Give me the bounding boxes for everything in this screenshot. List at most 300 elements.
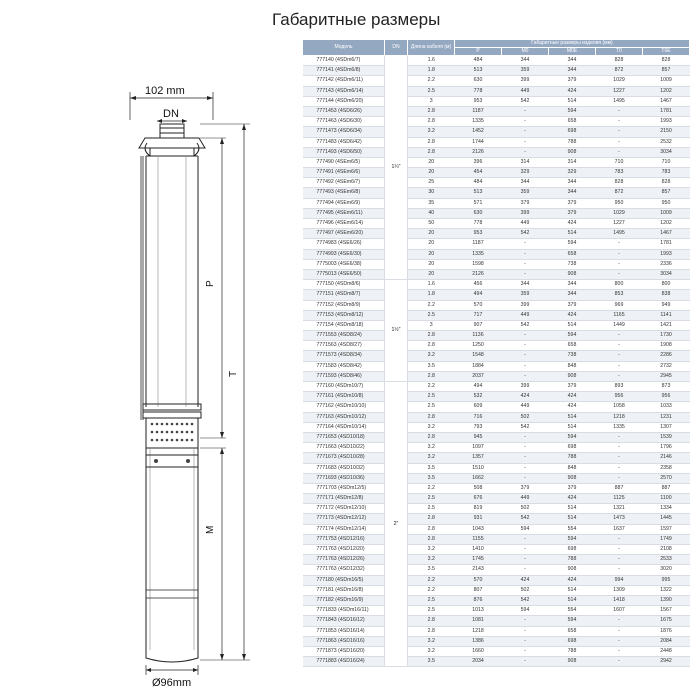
table-row [303,473,690,483]
cell-t0: 1321 [596,504,643,514]
cell-p: 570 [455,300,502,310]
cell-m0: - [502,626,549,636]
cell-model: 7771653 (4SD10/18) [303,432,385,442]
cell-m0e: 658 [549,249,596,259]
table-row [303,259,690,269]
cell-model: 7771843 (4SD16/12) [303,616,385,626]
header-t0e: T0E [643,48,690,56]
cell-m0e: 379 [549,208,596,218]
cell-t0e: 2942 [643,657,690,667]
cell-p: 1250 [455,341,502,351]
header-cable: Длина кабеля (м) [408,40,455,56]
cell-t0e: 1202 [643,86,690,96]
cell-p: 819 [455,504,502,514]
cell-m0e: 424 [549,392,596,402]
cell-m0: - [502,555,549,565]
cell-t0e: 838 [643,290,690,300]
cell-p: 1744 [455,137,502,147]
cell-t0: 1637 [596,524,643,534]
cell-cable: 3.2 [408,646,455,656]
cell-t0e: 1390 [643,595,690,605]
cell-t0: 1495 [596,229,643,239]
cell-m0e: 424 [549,402,596,412]
cell-t0: 950 [596,198,643,208]
cell-t0: 800 [596,280,643,290]
cell-model: 777162 (4SDm10/10) [303,402,385,412]
cell-t0e: 887 [643,483,690,493]
cell-p: 931 [455,514,502,524]
cell-model: 777143 (4SDm6/14) [303,86,385,96]
cell-cable: 1.6 [408,280,455,290]
cell-p: 2143 [455,565,502,575]
cell-t0: - [596,269,643,279]
cell-m0e: 908 [549,657,596,667]
header-dn: DN [385,40,408,56]
cell-model: 777180 (4SDm16/5) [303,575,385,585]
cell-m0: - [502,331,549,341]
cell-t0: - [596,259,643,269]
cell-m0e: 554 [549,606,596,616]
cell-t0e: 1796 [643,443,690,453]
cell-cable: 2.5 [408,86,455,96]
cell-m0e: 848 [549,463,596,473]
cell-p: 1155 [455,534,502,544]
cell-model: 777164 (4SDm10/14) [303,422,385,432]
cell-t0e: 2532 [643,137,690,147]
cell-t0: 1418 [596,595,643,605]
cell-t0: - [596,657,643,667]
cell-cable: 2.5 [408,606,455,616]
cell-m0: 542 [502,96,549,106]
cell-m0: 344 [502,56,549,66]
cell-m0e: 379 [549,300,596,310]
cell-m0e: 514 [549,504,596,514]
table-row [303,188,690,198]
cell-t0e: 2150 [643,127,690,137]
table-row [303,595,690,605]
cell-m0e: 314 [549,157,596,167]
cell-t0: 1218 [596,412,643,422]
cell-cable: 2.5 [408,392,455,402]
cell-t0: 872 [596,188,643,198]
cell-model: 777151 (4SDm8/7) [303,290,385,300]
cell-model: 777493 (4SEm6/8) [303,188,385,198]
cell-model: 7771493 (4SD6/50) [303,147,385,157]
cell-m0: - [502,565,549,575]
cell-m0: - [502,657,549,667]
cell-model: 7771703 (4SDm12/5) [303,483,385,493]
cell-model: 777171 (4SDm12/8) [303,494,385,504]
cell-t0: 887 [596,483,643,493]
table-row [303,432,690,442]
cell-m0e: 908 [549,147,596,157]
cell-t0e: 1231 [643,412,690,422]
cell-m0: 542 [502,595,549,605]
cell-m0e: 424 [549,310,596,320]
cell-cable: 1.8 [408,290,455,300]
pump-outline [130,92,250,675]
cell-p: 494 [455,290,502,300]
table-row [303,534,690,544]
cell-p: 1043 [455,524,502,534]
cell-model: 7774993 (4SE6/30) [303,249,385,259]
cell-p: 2037 [455,371,502,381]
table-row [303,56,690,66]
table-row [303,320,690,330]
cell-m0: 399 [502,208,549,218]
cell-p: 2034 [455,657,502,667]
cell-t0: 956 [596,392,643,402]
cell-m0: 424 [502,575,549,585]
cell-model: 7774983 (4SE6/26) [303,239,385,249]
cell-m0e: 594 [549,106,596,116]
cell-m0e: 848 [549,361,596,371]
cell-t0: 1227 [596,86,643,96]
cell-cable: 3.2 [408,127,455,137]
cell-cable: 25 [408,178,455,188]
cell-m0: - [502,463,549,473]
cell-t0e: 1467 [643,229,690,239]
table-row [303,382,690,392]
cell-t0e: 2084 [643,636,690,646]
header-dims-group: Габаритные размеры изделия (мм) [455,40,690,48]
cell-t0: 893 [596,382,643,392]
cell-m0e: 788 [549,555,596,565]
cell-t0e: 1908 [643,341,690,351]
table-row [303,198,690,208]
table-row [303,392,690,402]
cell-t0e: 1033 [643,402,690,412]
table-row [303,402,690,412]
cell-t0: - [596,106,643,116]
cell-model: 7771473 (4SD6/34) [303,127,385,137]
table-row [303,117,690,127]
cell-m0: 344 [502,280,549,290]
diameter-label: Ø96mm [152,677,192,689]
cell-model: 777172 (4SDm12/10) [303,504,385,514]
table-row [303,494,690,504]
cell-m0: - [502,361,549,371]
cell-model: 777140 (4SDm6/7) [303,56,385,66]
cell-t0e: 828 [643,178,690,188]
table-row [303,351,690,361]
cell-cable: 50 [408,219,455,229]
cell-cable: 20 [408,259,455,269]
cell-t0e: 710 [643,157,690,167]
cell-p: 570 [455,575,502,585]
cell-m0e: 424 [549,86,596,96]
cell-t0: - [596,249,643,259]
table-row [303,565,690,575]
cell-cable: 2.8 [408,147,455,157]
cell-m0e: 594 [549,239,596,249]
cell-model: 777160 (4SDm10/7) [303,382,385,392]
cell-t0e: 1009 [643,76,690,86]
cell-cable: 2.8 [408,616,455,626]
cell-t0e: 1730 [643,331,690,341]
cell-p: 1745 [455,555,502,565]
table-row [303,290,690,300]
table-row [303,147,690,157]
table-row [303,127,690,137]
cell-cable: 2.8 [408,106,455,116]
cell-model: 7771463 (4SD6/30) [303,117,385,127]
cell-model: 7771853 (4SD16/14) [303,626,385,636]
cell-t0: 1495 [596,96,643,106]
cell-dn: 2" [385,382,408,667]
cell-t0e: 2533 [643,555,690,565]
cell-p: 717 [455,310,502,320]
cell-model: 7771873 (4SD16/20) [303,646,385,656]
cell-cable: 2.8 [408,432,455,442]
cell-m0: 542 [502,320,549,330]
cell-t0e: 2570 [643,473,690,483]
cell-m0e: 424 [549,494,596,504]
cell-cable: 2.8 [408,371,455,381]
cell-m0: - [502,351,549,361]
cell-cable: 2.8 [408,514,455,524]
cell-model: 7771453 (4SD6/26) [303,106,385,116]
cell-model: 7771693 (4SD10/36) [303,473,385,483]
table-row [303,524,690,534]
cell-model: 7771883 (4SD16/24) [303,657,385,667]
cell-m0: - [502,269,549,279]
cell-m0e: 344 [549,188,596,198]
cell-t0: 1029 [596,208,643,218]
cell-t0e: 995 [643,575,690,585]
cell-model: 777181 (4SDm16/8) [303,585,385,595]
cell-model: 7775003 (4SE6/38) [303,259,385,269]
cell-t0e: 3034 [643,147,690,157]
table-row [303,371,690,381]
cell-t0: - [596,371,643,381]
cell-m0: - [502,249,549,259]
cell-m0e: 344 [549,178,596,188]
m-dimension-label: M [205,525,216,534]
cell-m0: 542 [502,229,549,239]
cell-t0: - [596,351,643,361]
cell-t0e: 1445 [643,514,690,524]
cell-p: 716 [455,412,502,422]
cell-cable: 3.5 [408,657,455,667]
cell-model: 7771593 (4SD8/46) [303,371,385,381]
table-row [303,76,690,86]
cell-t0: - [596,341,643,351]
cell-cable: 2.8 [408,626,455,636]
cell-cable: 2.5 [408,595,455,605]
cell-cable: 3.2 [408,422,455,432]
cell-t0e: 2448 [643,646,690,656]
cell-m0e: 594 [549,534,596,544]
cell-cable: 3.2 [408,443,455,453]
cell-m0e: 344 [549,66,596,76]
cell-p: 1386 [455,636,502,646]
cell-t0: 1335 [596,422,643,432]
cell-t0: - [596,127,643,137]
cell-t0: - [596,473,643,483]
cell-m0: 424 [502,392,549,402]
cell-m0e: 658 [549,626,596,636]
cell-p: 1136 [455,331,502,341]
cell-p: 1335 [455,249,502,259]
cell-t0e: 1421 [643,320,690,330]
cell-cable: 1.6 [408,56,455,66]
header-m0e: M0E [549,48,596,56]
cell-model: 7771573 (4SD8/34) [303,351,385,361]
cell-m0: 359 [502,290,549,300]
cell-t0e: 950 [643,198,690,208]
cell-p: 807 [455,585,502,595]
cell-m0e: 424 [549,575,596,585]
cell-t0: - [596,545,643,555]
cell-cable: 20 [408,168,455,178]
cell-p: 1081 [455,616,502,626]
cell-p: 1510 [455,463,502,473]
cell-m0e: 698 [549,127,596,137]
cell-m0e: 514 [549,514,596,524]
cell-t0: 1029 [596,76,643,86]
cell-model: 7771763 (4SD12/32) [303,565,385,575]
cell-model: 777496 (4SEm6/14) [303,219,385,229]
table-row [303,229,690,239]
cell-m0: - [502,534,549,544]
cell-model: 7771833 (4SDm16/11) [303,606,385,616]
cell-m0e: 514 [549,422,596,432]
cell-t0e: 1993 [643,117,690,127]
cell-cable: 2.2 [408,300,455,310]
table-row [303,646,690,656]
table-row [303,280,690,290]
table-row [303,361,690,371]
cell-m0: 314 [502,157,549,167]
table-row [303,463,690,473]
cell-cable: 3.5 [408,463,455,473]
cell-model: 7771753 (4SD12/16) [303,534,385,544]
cell-cable: 3.5 [408,361,455,371]
table-row [303,453,690,463]
cell-m0e: 658 [549,117,596,127]
cell-cable: 3.2 [408,636,455,646]
cell-t0: 1165 [596,310,643,320]
cell-p: 609 [455,402,502,412]
cell-cable: 2.5 [408,310,455,320]
cell-m0e: 344 [549,56,596,66]
cell-t0e: 1467 [643,96,690,106]
cell-cable: 2.8 [408,412,455,422]
cell-t0: 853 [596,290,643,300]
cell-m0e: 514 [549,320,596,330]
cell-m0e: 908 [549,269,596,279]
cell-t0e: 1322 [643,585,690,595]
cell-m0e: 788 [549,453,596,463]
table-row [303,422,690,432]
p-dimension-label: P [205,280,216,287]
cell-t0: - [596,616,643,626]
cell-m0e: 788 [549,646,596,656]
cell-t0e: 2732 [643,361,690,371]
table-row [303,606,690,616]
cell-m0: - [502,636,549,646]
cell-p: 1548 [455,351,502,361]
cell-m0e: 594 [549,331,596,341]
cell-t0e: 1749 [643,534,690,544]
cell-t0: - [596,534,643,544]
cell-m0e: 514 [549,595,596,605]
cell-t0: 783 [596,168,643,178]
cell-m0: - [502,473,549,483]
cell-t0e: 783 [643,168,690,178]
cell-model: 7771583 (4SD8/42) [303,361,385,371]
cell-t0: - [596,626,643,636]
cell-model: 7771673 (4SD10/28) [303,453,385,463]
cell-cable: 3.5 [408,473,455,483]
cell-cable: 20 [408,157,455,167]
cell-p: 793 [455,422,502,432]
cell-p: 1218 [455,626,502,636]
cell-m0: 502 [502,504,549,514]
cell-m0e: 788 [549,137,596,147]
cell-t0e: 2945 [643,371,690,381]
cell-cable: 2.5 [408,504,455,514]
table-row [303,168,690,178]
cell-m0: - [502,137,549,147]
cell-cable: 2.5 [408,494,455,504]
cell-t0e: 2146 [643,453,690,463]
cell-model: 777161 (4SDm10/8) [303,392,385,402]
cell-p: 2126 [455,269,502,279]
cell-t0: 1473 [596,514,643,524]
cell-t0: 1058 [596,402,643,412]
table-row [303,300,690,310]
cell-cable: 20 [408,269,455,279]
dimensions-table [302,39,690,667]
cell-m0e: 379 [549,483,596,493]
cell-cable: 2.2 [408,575,455,585]
cell-t0: - [596,361,643,371]
cell-m0: - [502,239,549,249]
cell-p: 1097 [455,443,502,453]
cell-t0: 969 [596,300,643,310]
cell-t0e: 949 [643,300,690,310]
table-row [303,157,690,167]
cell-cable: 2.2 [408,76,455,86]
cell-t0: - [596,636,643,646]
cell-t0: 710 [596,157,643,167]
cell-t0e: 3034 [643,269,690,279]
cell-t0e: 1876 [643,626,690,636]
cell-m0: 594 [502,606,549,616]
table-row [303,575,690,585]
cell-m0: 359 [502,66,549,76]
table-row [303,483,690,493]
cell-model: 7775013 (4SE6/50) [303,269,385,279]
cell-t0e: 1567 [643,606,690,616]
cell-t0e: 1141 [643,310,690,320]
table-row [303,412,690,422]
cell-model: 7771483 (4SD6/42) [303,137,385,147]
cell-m0: 399 [502,300,549,310]
cell-m0: - [502,106,549,116]
cell-t0e: 800 [643,280,690,290]
cell-cable: 3.5 [408,565,455,575]
cell-p: 907 [455,320,502,330]
cell-t0e: 1539 [643,432,690,442]
cell-m0: 502 [502,585,549,595]
cell-m0e: 514 [549,229,596,239]
cell-p: 456 [455,280,502,290]
table-row [303,86,690,96]
cell-p: 1357 [455,453,502,463]
